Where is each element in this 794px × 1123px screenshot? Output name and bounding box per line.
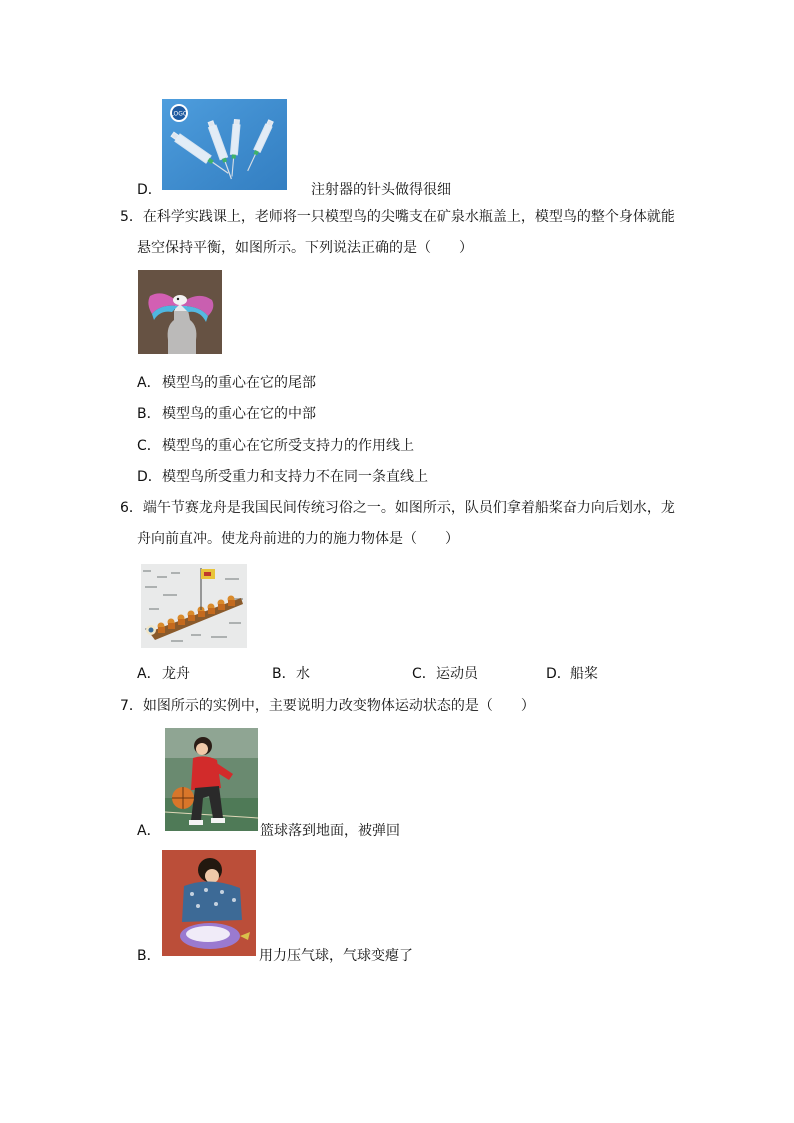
q6-option-c-label: C．: [412, 666, 436, 682]
q6-stem-line2: 舟向前直冲。使龙舟前进的力的施力物体是（ ）: [137, 531, 459, 547]
q6-option-d-label: D．: [546, 666, 571, 682]
q5-stem-line2: 悬空保持平衡，如图所示。下列说法正确的是（ ）: [137, 240, 473, 256]
basketball-child-image: [165, 728, 258, 831]
q6-option-b-label: B．: [272, 666, 296, 682]
q7-option-a-text: 篮球落到地面，被弹回: [260, 823, 400, 839]
q6-option-b-text: 水: [296, 666, 310, 682]
q6-stem-line1: 6．端午节赛龙舟是我国民间传统习俗之一。如图所示，队员们拿着船桨奋力向后划水，龙: [120, 500, 675, 516]
q5-option-d-text: 模型鸟所受重力和支持力不在同一条直线上: [162, 469, 428, 485]
q5-stem-line1: 5．在科学实践课上，老师将一只模型鸟的尖嘴支在矿泉水瓶盖上，模型鸟的整个身体就能: [120, 209, 675, 225]
dragon-boat-image: [141, 564, 247, 648]
q7-option-b-text: 用力压气球，气球变瘪了: [259, 948, 413, 964]
q4-option-d-text: 注射器的针头做得很细: [311, 182, 451, 198]
model-bird-image: [138, 270, 222, 354]
q4-option-d-label: D．: [137, 182, 162, 198]
q5-option-b-text: 模型鸟的重心在它的中部: [162, 406, 316, 422]
q5-option-d-label: D．: [137, 469, 162, 485]
q5-option-c-text: 模型鸟的重心在它所受支持力的作用线上: [162, 438, 414, 454]
q6-option-d-text: 船桨: [570, 666, 598, 682]
q5-option-b-label: B．: [137, 406, 161, 422]
logo-text: LOGO: [170, 110, 188, 118]
balloon-child-image: [162, 850, 256, 956]
q5-option-c-label: C．: [137, 438, 161, 454]
q7-option-a-label: A．: [137, 823, 161, 839]
q5-option-a-text: 模型鸟的重心在它的尾部: [162, 375, 316, 391]
q6-option-c-text: 运动员: [436, 666, 478, 682]
q6-option-a-text: 龙舟: [162, 666, 190, 682]
syringe-image: [162, 99, 287, 190]
q6-option-a-label: A．: [137, 666, 161, 682]
q7-option-b-label: B．: [137, 948, 161, 964]
q7-stem: 7．如图所示的实例中，主要说明力改变物体运动状态的是（ ）: [120, 698, 535, 714]
q5-option-a-label: A．: [137, 375, 161, 391]
